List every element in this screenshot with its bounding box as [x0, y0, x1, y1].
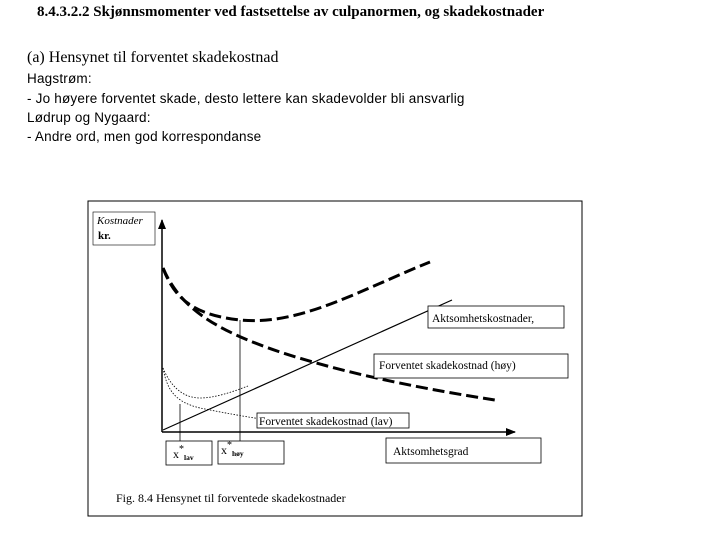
y-axis-label-line2: kr. — [98, 230, 111, 242]
label-forventet-lav: Forventet skadekostnad (lav) — [259, 416, 393, 428]
author-lodrup-nygaard: Lødrup og Nygaard: — [27, 110, 151, 125]
lodrup-nygaard-statement: - Andre ord, men god korrespondanse — [27, 129, 262, 144]
label-forventet-hoy: Forventet skadekostnad (høy) — [379, 360, 516, 372]
label-aktsomhetskostnader: Aktsomhetskostnader, — [432, 313, 535, 325]
x-lav-label: $x^*_{lav}$ — [173, 444, 194, 462]
x-axis-label: Aktsomhetsgrad — [393, 446, 469, 458]
expected-damage-high-curve — [163, 268, 495, 400]
hagstrom-statement: - Jo høyere forventet skade, desto lettere kan skadevolder bli ansvarlig — [27, 91, 465, 106]
x-hoy-label: $x^*_{høy}$ — [221, 440, 244, 458]
total-cost-low-curve — [163, 368, 248, 398]
subsection-heading: (a) Hensynet til forventet skadekostnad — [27, 49, 279, 66]
total-cost-high-curve — [163, 262, 430, 321]
y-axis-label-line1: Kostnader — [97, 215, 143, 227]
section-heading: 8.4.3.2.2 Skjønnsmomenter ved fastsettelse av culpanormen, og skadekostnader — [37, 4, 545, 20]
figure-caption: Fig. 8.4 Hensynet til forventede skadekostnader — [116, 491, 346, 505]
author-hagstrom: Hagstrøm: — [27, 71, 92, 86]
